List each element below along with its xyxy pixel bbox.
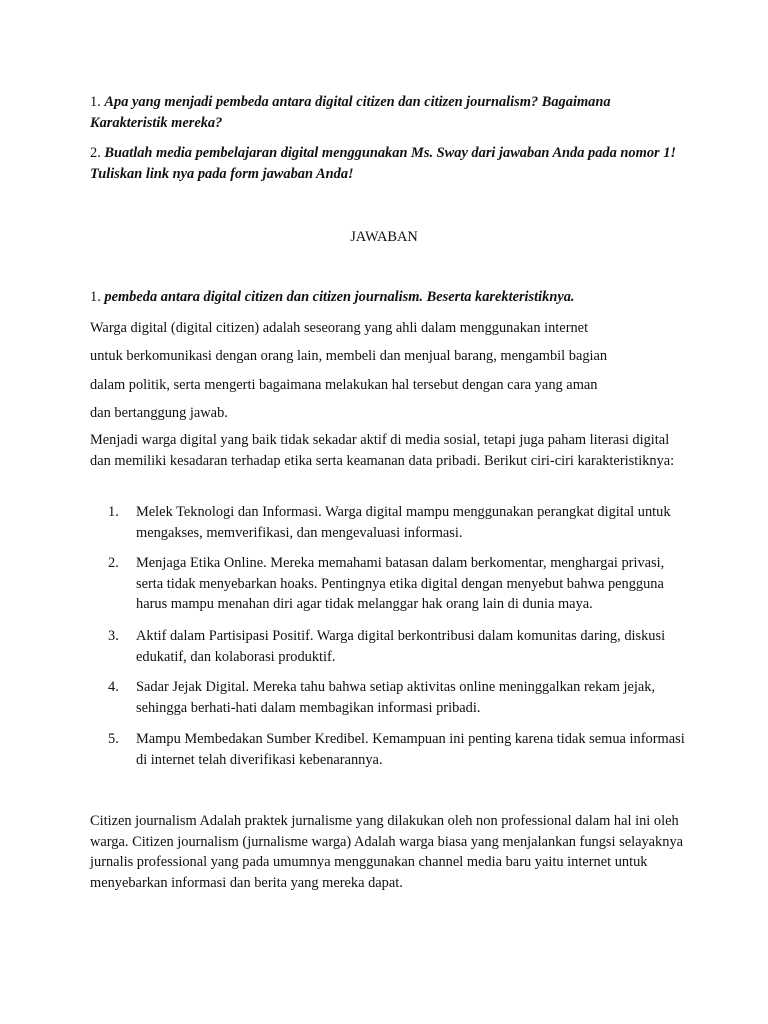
answer-1-heading [90,287,690,308]
question-2-text: Buatlah media pembelajaran digital menggunakan Ms. Sway dari jawaban Anda pada nomor 1! Tuliskan link nya pada form jawaban Anda! [90,145,677,182]
definition-line: dan bertanggung jawab. [90,405,228,421]
answer-1-number: 1. [90,289,101,305]
characteristics-intro: Menjadi warga digital yang baik tidak sekadar aktif di media sosial, tetapi juga paham literasi digital dan memiliki kesadaran terhadap etika serta keamanan data pribadi. Berikut ciri-ciri karakteristiknya: [90,432,675,469]
list-item-number: 4. [108,679,119,695]
question-2-number: 2. [90,145,101,161]
list-item-text: Aktif dalam Partisipasi Positif. Warga digital berkontribusi dalam komunitas daring, diskusi edukatif, dan kolaborasi produktif. [136,628,666,665]
list-item-text: Sadar Jejak Digital. Mereka tahu bahwa setiap aktivitas online meninggalkan rekam jejak, sehingga berhati-hati dalam membagikan informasi pribadi. [136,679,656,716]
definition-line: untuk berkomunikasi dengan orang lain, membeli dan menjual barang, mengambil bagian [90,348,608,364]
definition-line: Warga digital (digital citizen) adalah seseorang yang ahli dalam menggunakan internet [90,320,589,336]
question-1-number: 1. [90,94,101,110]
list-item-number: 3. [108,628,119,644]
question-2 [90,143,690,184]
list-item-text: Melek Teknologi dan Informasi. Warga digital mampu menggunakan perangkat digital untuk mengakses, memverifikasi, dan mengevaluasi informasi. [136,504,671,541]
answer-heading: JAWABAN [350,229,418,245]
list-item-text: Menjaga Etika Online. Mereka memahami batasan dalam berkomentar, menghargai privasi, serta tidak menyebarkan hoaks. Pentingnya etika digital dengan menyebut bahwa pengguna harus mampu menahan diri agar tidak melanggar hak orang lain di dunia maya. [136,555,665,612]
citizen-journalism-paragraph: Citizen journalism Adalah praktek jurnalisme yang dilakukan oleh non professional dalam hal ini oleh warga. Citizen journalism (jurnalisme warga) Adalah warga biasa yang menjalankan fungsi selayaknya jurnalis professional yang pada umumnya menggunakan channel media baru yaitu internet untuk menyebarkan informasi dan berita yang mereka dapat. [90,813,684,891]
list-item-number: 1. [108,504,119,520]
question-1 [90,92,690,133]
definition-line: dalam politik, serta mengerti bagaimana melakukan hal tersebut dengan cara yang aman [90,377,598,393]
list-item-text: Mampu Membedakan Sumber Kredibel. Kemampuan ini penting karena tidak semua informasi di internet telah diverifikasi kebenarannya. [136,731,685,768]
list-item-number: 2. [108,555,119,571]
question-1-text: Apa yang menjadi pembeda antara digital citizen dan citizen journalism? Bagaimana Karakteristik mereka? [90,94,611,131]
answer-1-title: pembeda antara digital citizen dan citizen journalism. Beserta karekteristiknya. [104,289,575,305]
list-item-number: 5. [108,731,119,747]
